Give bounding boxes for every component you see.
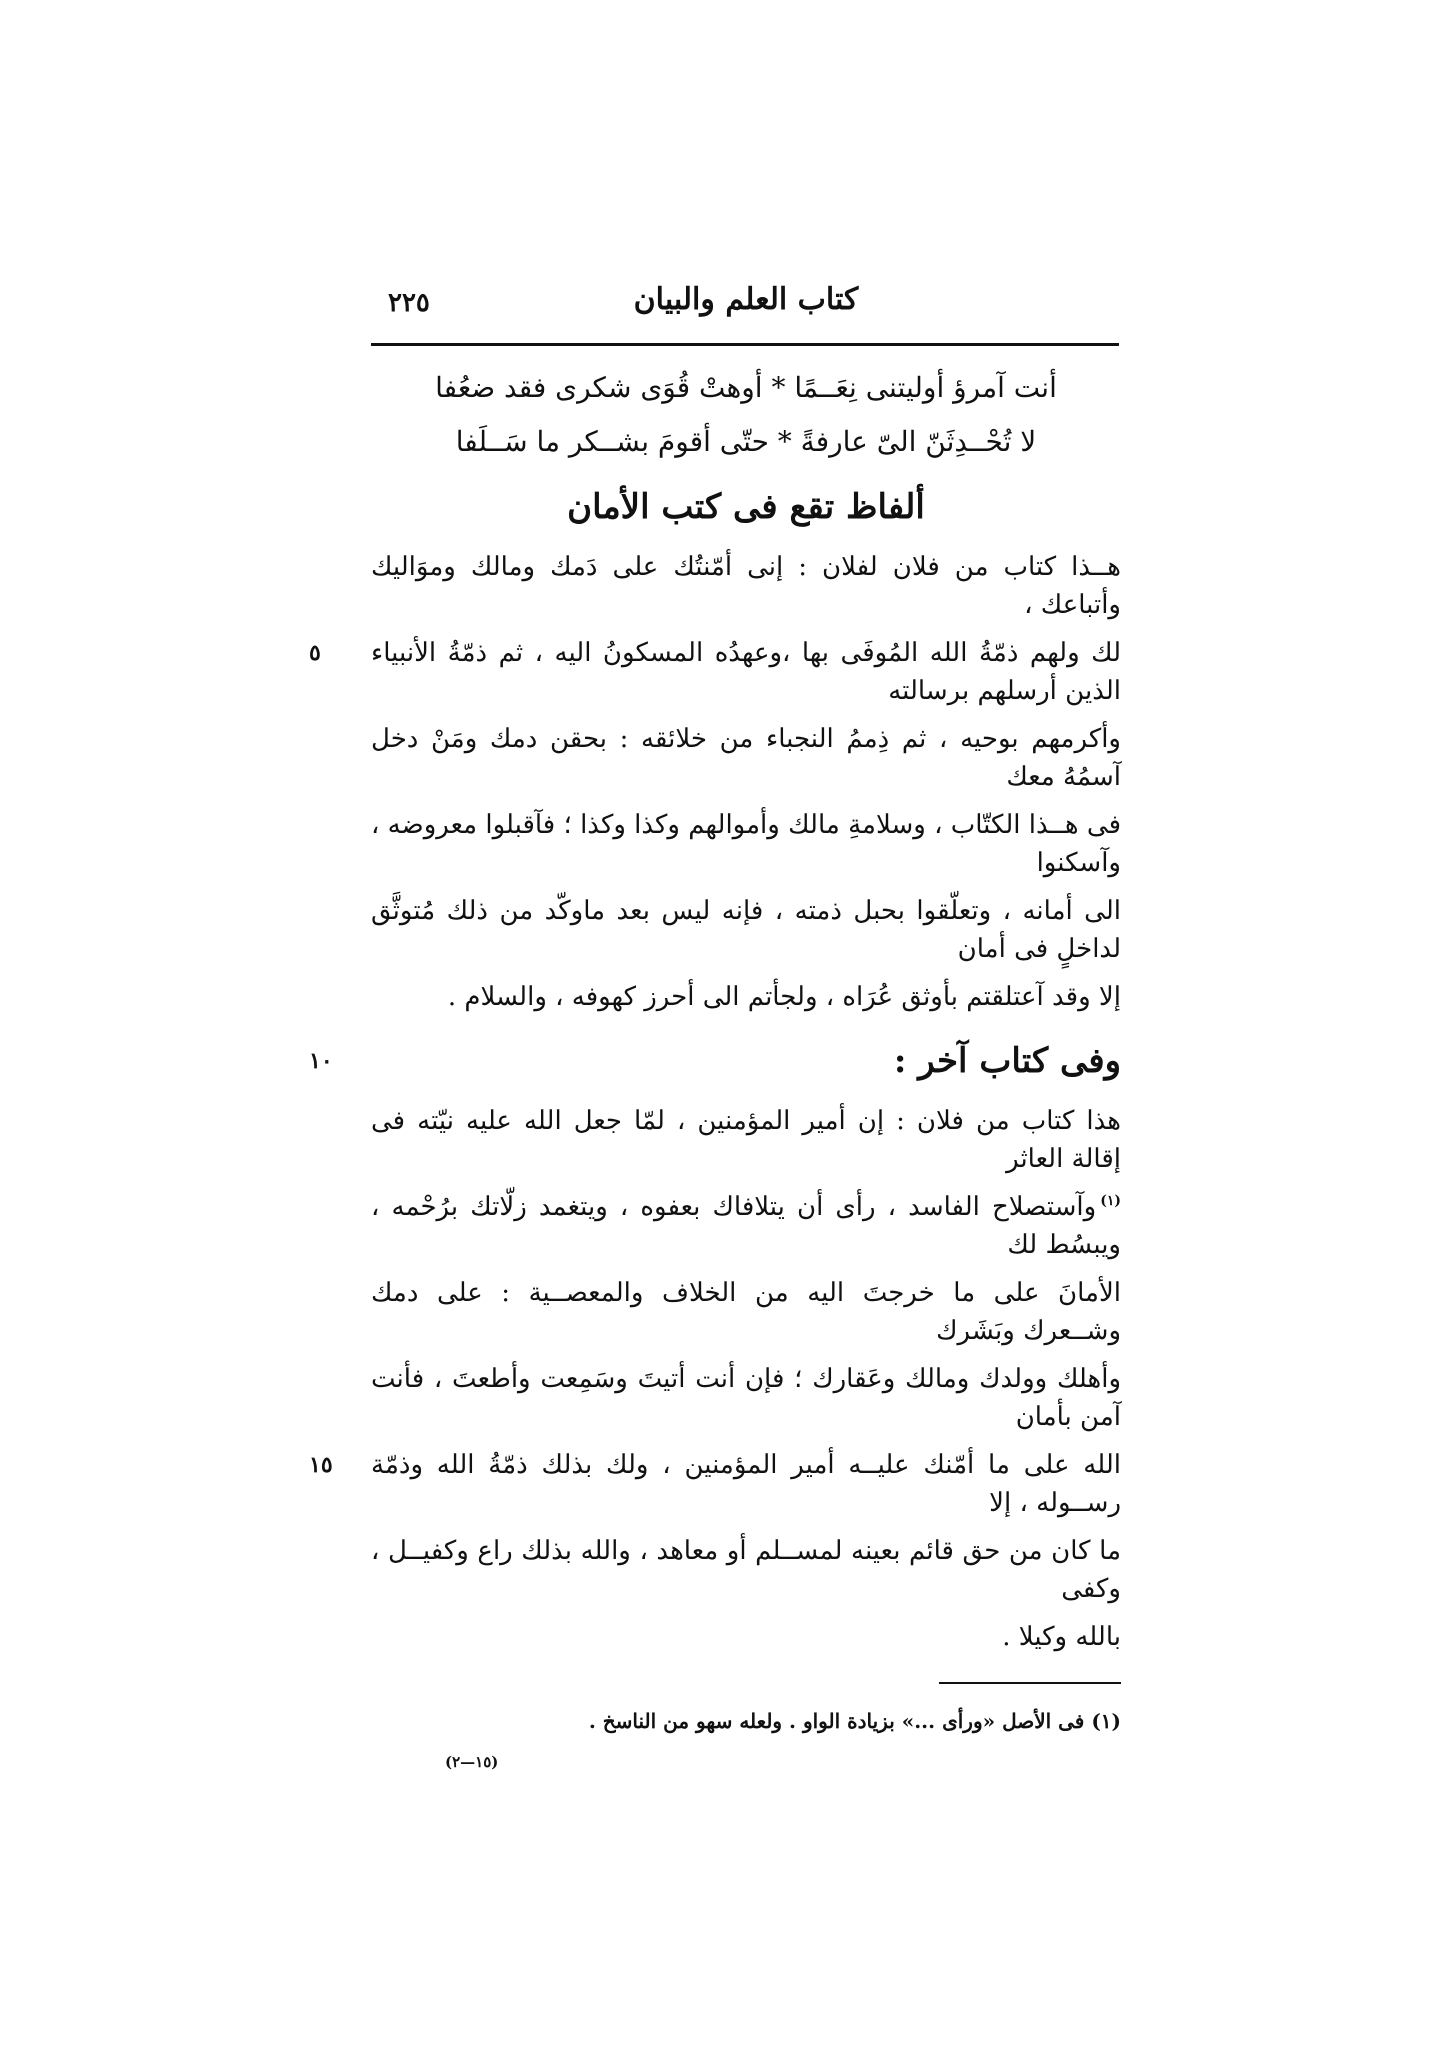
body-line-text: بالله وكيلا . [1002,1622,1121,1652]
body-line-text: وأهلك وولدك ومالك وعَقارك ؛ فإن أنت أتيتَ وسَمِعت وأطعتَ ، فأنت آمن بأمان [371,1364,1121,1432]
body-line [371,720,1121,796]
body-line-text: الله على ما أمّنك عليــه أمير المؤمنين ، ولك بذلك ذمّةُ الله وذمّة رســوله ، إلا [371,1450,1121,1518]
header-rule [371,343,1119,346]
body-line [371,892,1121,968]
body-line [371,1360,1121,1436]
body-line [309,634,1121,710]
footnote-rule [939,1682,1121,1684]
section-heading: وفى كتاب آخر : [893,1041,1121,1081]
body-line-text: الى أمانه ، وتعلّقوا بحبل ذمته ، فإنه ليس بعد ماوكّد من ذلك مُتوثَّق لداخلٍ فى أمان [371,896,1121,964]
body-line [371,548,1121,624]
line-number: ١٥ [309,1452,333,1478]
footnote-marker: (١) [1100,1193,1121,1210]
body-line-text: فى هــذا الكتّاب ، وسلامةِ مالك وأموالهم وكذا وكذا ؛ فآقبلوا معروضه ، وآسكنوا [371,810,1121,878]
body-line-text: إلا وقد آعتلقتم بأوثق عُرَاه ، ولجأتم الى أحرز كهوفه ، والسلام . [447,982,1121,1012]
body-line [371,1274,1121,1350]
body-line-text: وأكرمهم بوحيه ، ثم ذِممُ النجباء من خلائقه : بحقن دمك ومَنْ دخل آسمُهُ معك [371,724,1121,792]
footnote: (١) فى الأصل «ورأى ...» بزيادة الواو . ولعله سهو من الناسخ . [588,1709,1121,1733]
body-line-text: هــذا كتاب من فلان لفلان : إنى أمّنتُك على دَمك ومالك وموَاليك وأتباعك ، [371,552,1121,620]
verse-line: أنت آمرؤ أوليتنى نِعَــمًا * أوهتْ قُوَى شكرى فقد ضعُفا [435,371,1057,404]
text-column [309,368,1121,1774]
body-line-text: ما كان من حق قائم بعينه لمســلم أو معاهد ، والله بذلك راع وكفيــل ، وكفى [371,1536,1121,1604]
line-number: ٥ [309,640,321,666]
body-line [371,1102,1121,1178]
body-line [371,978,1121,1016]
page-number: ٢٢٥ [388,288,430,318]
verse-line: لا تُحْــدِثَنّ الىّ عارفةً * حتّى أقومَ بشــكر ما سَــلَفا [455,425,1037,458]
line-number: ١٠ [309,1048,333,1074]
body-line-text: هذا كتاب من فلان : إن أمير المؤمنين ، لمّا جعل الله عليه نيّته فى إقالة العاثر [371,1106,1121,1174]
body-line-text: وآستصلاح الفاسد ، رأى أن يتلافاك بعفوه ، ويتغمد زلّاتك برُحْمه ، ويبسُط لك [371,1192,1121,1260]
signature-mark: (١٥—٢) [445,1753,499,1771]
body-line [371,1188,1121,1264]
body-line [309,1446,1121,1522]
running-header-title: كتاب العلم والبيان [633,282,859,317]
body-line-text: الأمانَ على ما خرجتَ اليه من الخلاف والمعصــية : على دمك وشــعرك وبَشَرك [371,1278,1121,1346]
body-line-text: لك ولهم ذمّةُ الله المُوفَى بها ،وعهدُه المسكونُ اليه ، ثم ذمّةُ الأنبياء الذين أرسلهم برسالته [371,638,1121,706]
body-line [371,1532,1121,1608]
section-heading: ألفاظ تقع فى كتب الأمان [567,487,925,527]
body-line [371,1618,1121,1656]
section-heading-wrap [309,1038,1121,1084]
body-line [371,806,1121,882]
